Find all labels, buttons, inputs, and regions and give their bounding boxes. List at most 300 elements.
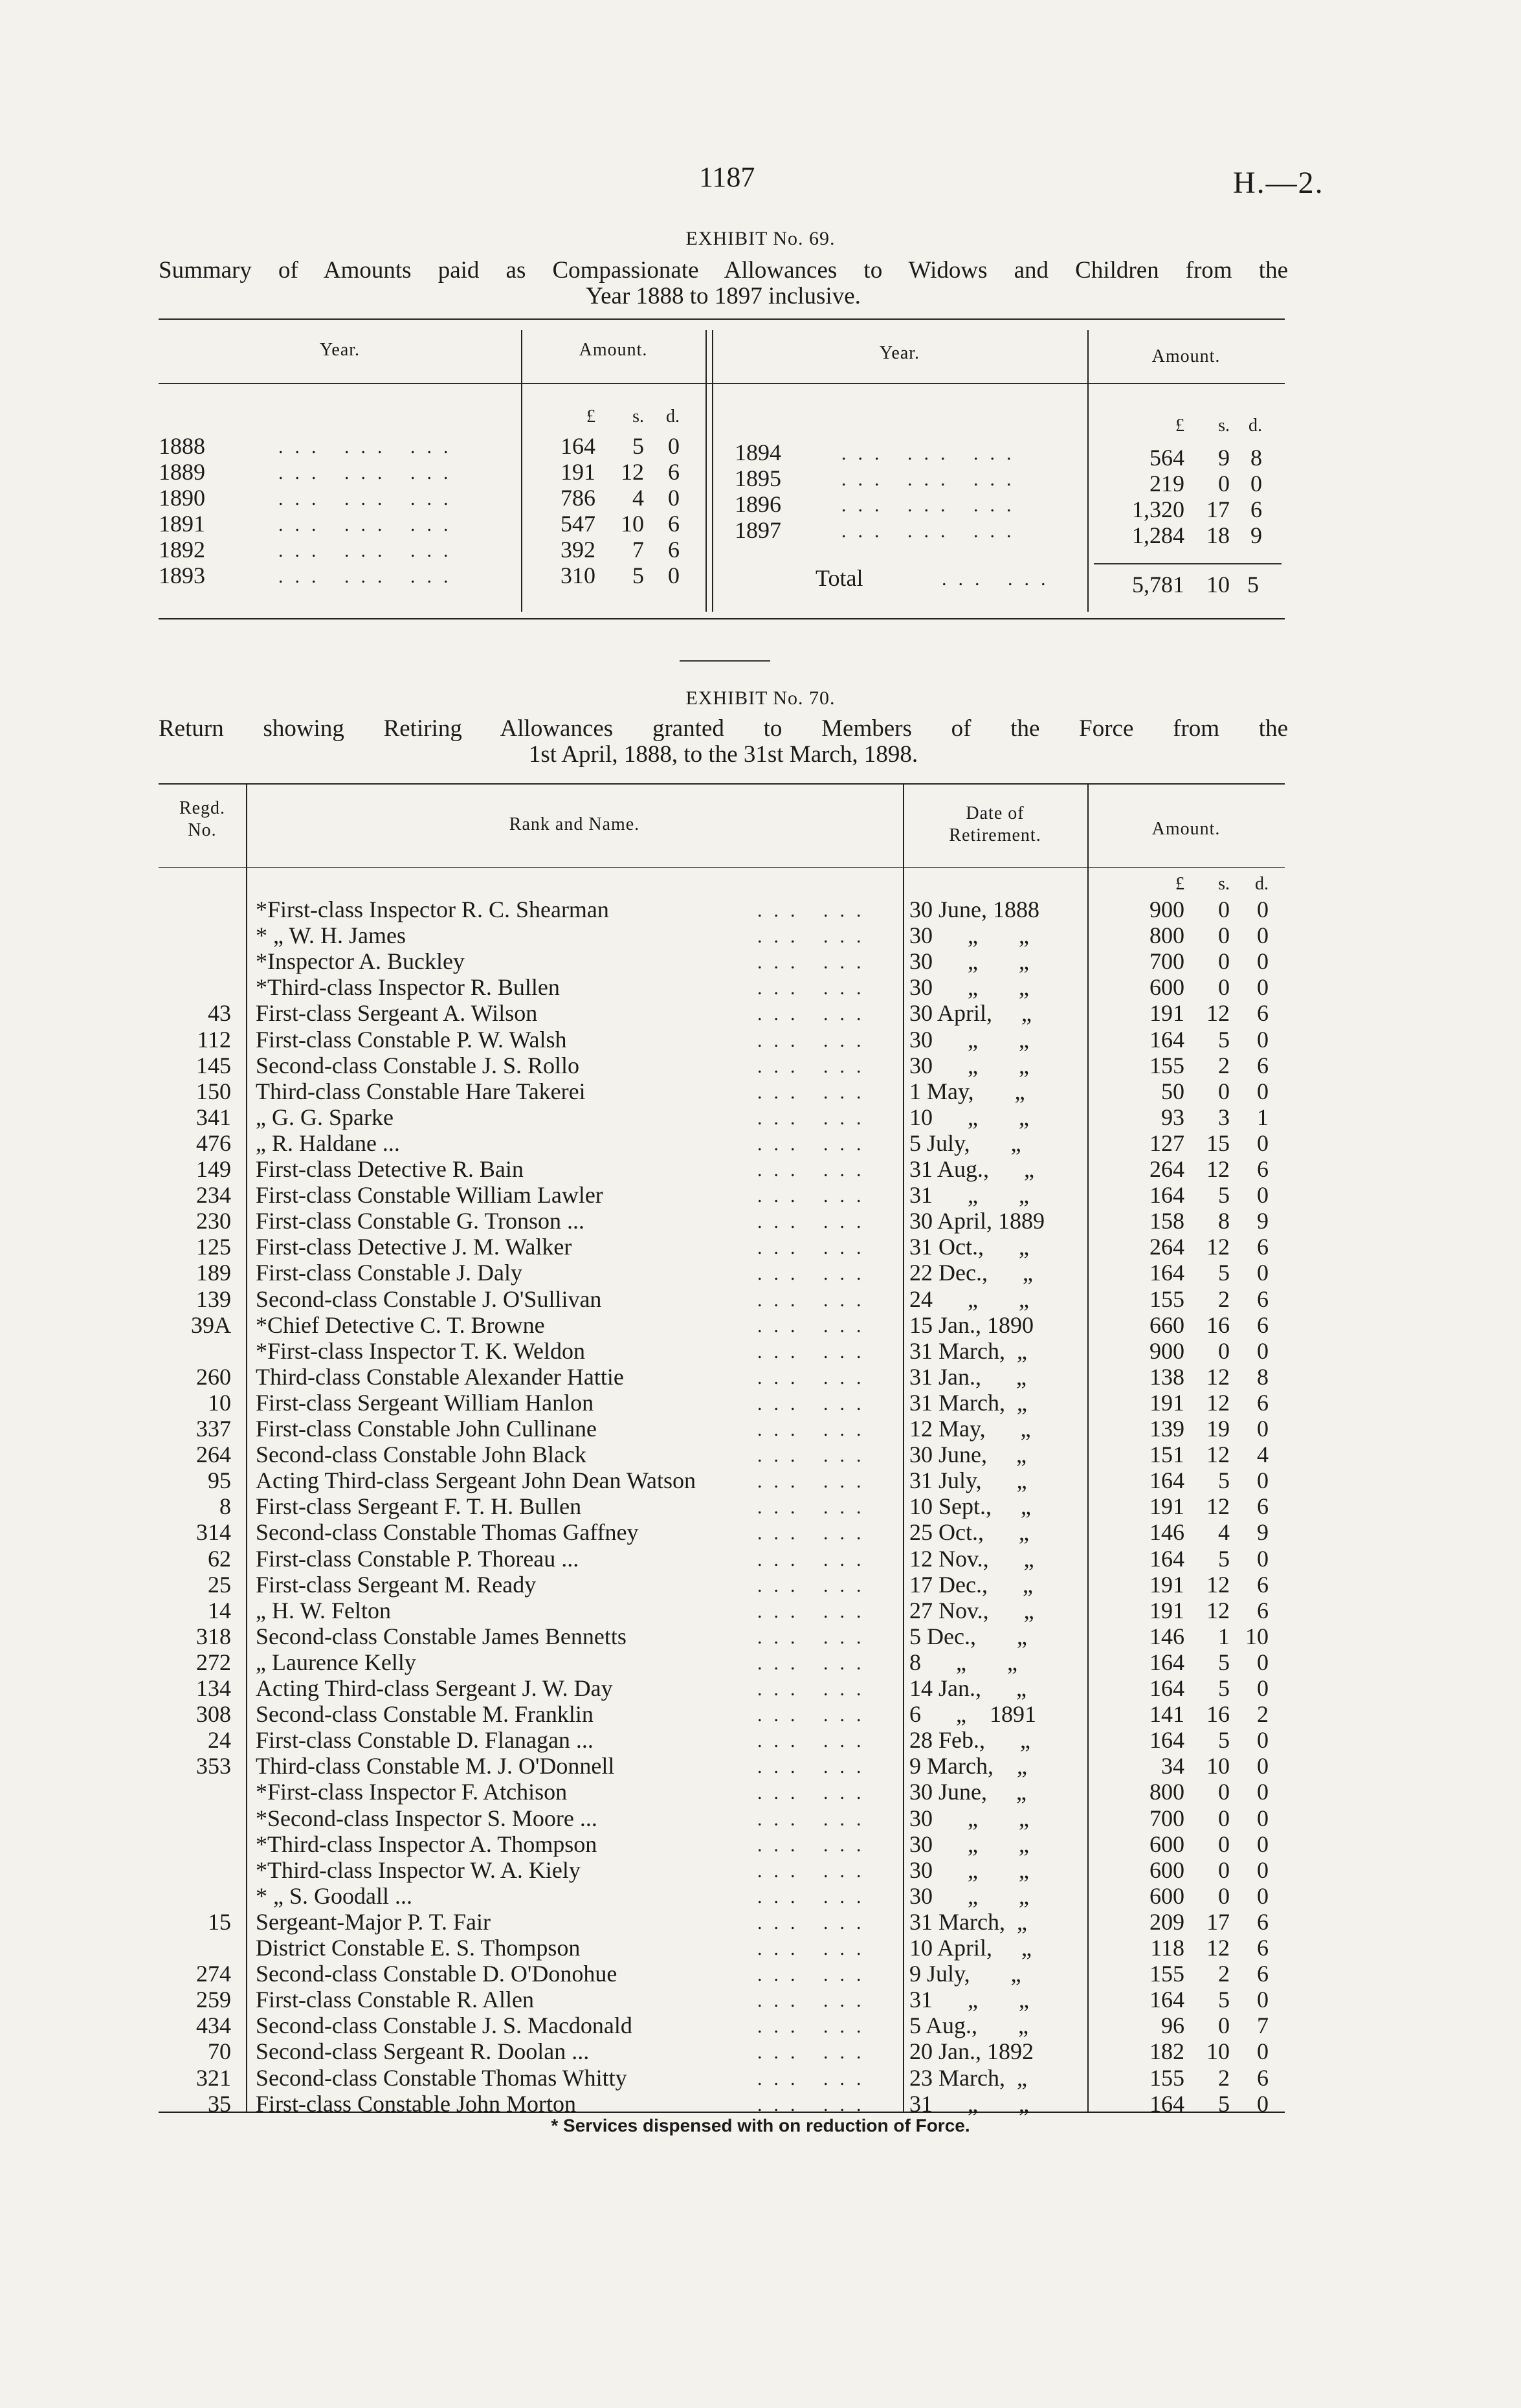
row-shillings: 5 [1218,1649,1230,1675]
row-regd-no: 95 [208,1467,231,1493]
row-regd-no: 35 [208,2091,231,2117]
row-regd-no: 70 [208,2038,231,2064]
table-header-rule [159,383,1285,384]
row-pence: 10 [1245,1623,1269,1649]
exhibit-69-subtitle [159,258,1288,309]
row-year: 1890 [159,485,205,511]
leader-dots: ... ... ... [278,488,460,509]
row-shillings: 12 [621,459,644,485]
row-rank-name: *First-class Inspector F. Atchison [256,1779,568,1805]
row-retirement-date: 30 June, 1888 [909,897,1039,922]
row-pounds: 155 [1149,1053,1184,1078]
row-retirement-date: 31 July, „ [909,1467,1027,1493]
table-bottom-rule [159,618,1285,619]
header-amount-left: Amount. [579,340,648,360]
row-pence: 0 [1257,1675,1269,1701]
leader-dots: ... ... [757,2016,873,2037]
row-pounds: 182 [1149,2038,1184,2064]
exhibit-70-subtitle-line2: 1st April, 1888, to the 31st March, 1898. [528,741,918,768]
row-pence: 0 [1257,1416,1269,1442]
row-shillings: 12 [1206,1000,1230,1026]
row-rank-name: First-class Constable William Lawler [256,1182,603,1208]
column-divider [521,330,522,612]
leader-dots: ... ... [757,1159,873,1181]
row-pence: 6 [1250,496,1262,522]
row-pence: 0 [668,485,680,511]
leader-dots: ... ... [757,1522,873,1544]
row-retirement-date: 17 Dec., „ [909,1572,1033,1598]
leader-dots: ... ... ... [841,495,1023,516]
row-retirement-date: 31 „ „ [909,1182,1029,1208]
row-retirement-date: 6 „ 1891 [909,1701,1036,1727]
currency-pounds: £ [1175,874,1184,894]
table-top-rule [159,318,1285,320]
row-rank-name: Second-class Constable D. O'Donohue [256,1961,617,1987]
row-pounds: 96 [1161,2012,1184,2038]
row-pence: 0 [668,433,680,459]
row-rank-name: *Second-class Inspector S. Moore ... [256,1805,597,1831]
row-rank-name: *Chief Detective C. T. Browne [256,1312,545,1338]
leader-dots: ... ... [757,1938,873,1959]
leader-dots: ... ... [757,1056,873,1077]
row-retirement-date: 10 April, „ [909,1935,1032,1961]
column-divider [1087,785,1089,2112]
leader-dots: ... ... ... [278,566,460,587]
currency-shillings: s. [1218,416,1230,436]
row-shillings: 10 [621,511,644,537]
row-retirement-date: 12 Nov., „ [909,1546,1034,1572]
row-pence: 6 [1257,1961,1269,1987]
row-pounds: 191 [1149,1493,1184,1519]
leader-dots: ... ... [757,926,873,947]
row-shillings: 0 [1218,1831,1230,1857]
row-rank-name: First-class Constable John Cullinane [256,1416,597,1442]
row-pence: 0 [1257,2091,1269,2117]
leader-dots: ... ... [757,1834,873,1856]
row-pounds: 34 [1161,1753,1184,1779]
leader-dots: ... ... [757,1990,873,2011]
leader-dots: ... ... [757,1678,873,1700]
total-rule [1094,563,1282,564]
column-divider [1087,330,1089,612]
row-pence: 9 [1250,522,1262,548]
row-pence: 6 [1257,1390,1269,1416]
row-retirement-date: 5 Aug., „ [909,2012,1028,2038]
row-regd-no: 149 [196,1156,231,1182]
row-pence: 0 [1257,1857,1269,1883]
row-shillings: 0 [1218,922,1230,948]
row-shillings: 17 [1206,1909,1230,1935]
exhibit-70-subtitle [159,716,1288,768]
row-shillings: 0 [1218,1805,1230,1831]
leader-dots: ... ... [757,1549,873,1570]
row-pence: 8 [1257,1364,1269,1390]
row-pounds: 191 [1149,1390,1184,1416]
leader-dots: ... ... [757,1030,873,1051]
row-shillings: 0 [1218,1338,1230,1364]
row-regd-no: 434 [196,2012,231,2038]
row-shillings: 0 [1218,948,1230,974]
leader-dots: ... ... [757,1341,873,1363]
row-rank-name: First-class Sergeant William Hanlon [256,1390,594,1416]
row-shillings: 8 [1218,1208,1230,1234]
row-shillings: 12 [1206,1572,1230,1598]
row-regd-no: 260 [196,1364,231,1390]
row-retirement-date: 30 „ „ [909,1027,1029,1053]
row-shillings: 10 [1206,2038,1230,2064]
row-shillings: 0 [1218,974,1230,1000]
leader-dots: ... ... [757,1497,873,1518]
row-shillings: 16 [1206,1312,1230,1338]
row-retirement-date: 31 Aug., „ [909,1156,1034,1182]
row-pounds: 209 [1149,1909,1184,1935]
row-shillings: 0 [1218,897,1230,922]
row-rank-name: *Third-class Inspector W. A. Kiely [256,1857,581,1883]
row-rank-name: *Inspector A. Buckley [256,948,465,974]
exhibit-69-subtitle-line1: Summary of Amounts paid as Compassionate Allowances to Widows and Children from the [159,257,1288,284]
leader-dots: ... ... [757,1601,873,1622]
row-rank-name: Third-class Constable Hare Takerei [256,1078,586,1104]
row-retirement-date: 30 „ „ [909,948,1029,974]
row-retirement-date: 5 July, „ [909,1130,1021,1156]
currency-pence: d. [1255,874,1269,894]
row-shillings: 5 [1218,1675,1230,1701]
row-shillings: 5 [1218,1182,1230,1208]
row-retirement-date: 31 „ „ [909,1987,1029,2012]
column-divider [712,330,713,612]
row-retirement-date: 10 Sept., „ [909,1493,1031,1519]
row-regd-no: 341 [196,1104,231,1130]
row-rank-name: Second-class Constable James Bennetts [256,1623,627,1649]
row-retirement-date: 12 May, „ [909,1416,1031,1442]
row-shillings: 12 [1206,1493,1230,1519]
row-retirement-date: 31 March, „ [909,1909,1027,1935]
row-rank-name: *First-class Inspector R. C. Shearman [256,897,609,922]
header-year-right: Year. [879,343,920,363]
total-shillings: 10 [1206,572,1230,597]
row-pence: 0 [1257,974,1269,1000]
row-rank-name: „ Laurence Kelly [256,1649,416,1675]
exhibit-69-title: EXHIBIT No. 69. [685,228,836,249]
row-retirement-date: 30 „ „ [909,1053,1029,1078]
row-pence: 6 [1257,2065,1269,2091]
row-retirement-date: 30 „ „ [909,1883,1029,1909]
header-amount: Amount. [1151,819,1221,839]
row-year: 1888 [159,433,205,459]
row-pence: 0 [1257,1546,1269,1572]
row-year: 1891 [159,511,205,537]
leader-dots: ... ... [757,1185,873,1207]
row-retirement-date: 24 „ „ [909,1286,1029,1312]
row-retirement-date: 9 July, „ [909,1961,1021,1987]
row-shillings: 5 [1218,1027,1230,1053]
currency-shillings: s. [1218,874,1230,894]
row-pence: 0 [1257,2038,1269,2064]
row-regd-no: 337 [196,1416,231,1442]
leader-dots: ... ... [757,952,873,973]
header-amount-right: Amount. [1151,346,1221,366]
row-rank-name: *Third-class Inspector A. Thompson [256,1831,597,1857]
row-regd-no: 318 [196,1623,231,1649]
row-pounds: 700 [1149,1805,1184,1831]
row-pounds: 700 [1149,948,1184,974]
row-rank-name: Third-class Constable M. J. O'Donnell [256,1753,615,1779]
row-retirement-date: 31 Jan., „ [909,1364,1027,1390]
total-label: Total [816,565,863,591]
row-pounds: 191 [1149,1572,1184,1598]
leader-dots: ... ... [757,1108,873,1129]
row-pounds: 155 [1149,1286,1184,1312]
row-pence: 0 [1257,922,1269,948]
row-retirement-date: 15 Jan., 1890 [909,1312,1034,1338]
row-pounds: 164 [1149,1987,1184,2012]
row-rank-name: First-class Detective J. M. Walker [256,1234,572,1260]
row-regd-no: 234 [196,1182,231,1208]
row-retirement-date: 30 „ „ [909,1831,1029,1857]
row-pounds: 164 [1149,1727,1184,1753]
row-pence: 6 [1257,1312,1269,1338]
row-rank-name: Second-class Constable M. Franklin [256,1701,594,1727]
row-pence: 2 [1257,1701,1269,1727]
leader-dots: ... ... [757,1860,873,1882]
row-pounds: 191 [561,459,595,485]
column-divider [246,785,247,2112]
row-regd-no: 25 [208,1572,231,1598]
row-pounds: 264 [1149,1234,1184,1260]
leader-dots: ... ... [757,1653,873,1674]
row-shillings: 0 [1218,2012,1230,2038]
row-rank-name: Second-class Sergeant R. Doolan ... [256,2038,590,2064]
total-pounds: 5,781 [1132,572,1184,597]
row-rank-name: First-class Detective R. Bain [256,1156,524,1182]
currency-pence: d. [666,407,680,427]
row-shillings: 0 [1218,471,1230,496]
row-pence: 6 [1257,1909,1269,1935]
row-pounds: 164 [1149,1027,1184,1053]
row-shillings: 2 [1218,1053,1230,1078]
row-pence: 9 [1257,1519,1269,1545]
row-pounds: 164 [1149,1260,1184,1286]
row-shillings: 1 [1218,1623,1230,1649]
row-pence: 6 [1257,1053,1269,1078]
row-regd-no: 264 [196,1442,231,1467]
row-pence: 0 [1257,1027,1269,1053]
row-pence: 8 [1250,445,1262,471]
row-shillings: 12 [1206,1156,1230,1182]
exhibit-70-subtitle-line1: Return showing Retiring Allowances granted to Members of the Force from the [159,715,1288,742]
row-pence: 0 [1257,948,1269,974]
row-shillings: 12 [1206,1442,1230,1467]
row-retirement-date: 31 March, „ [909,1338,1027,1364]
row-regd-no: 145 [196,1053,231,1078]
row-pence: 6 [1257,1000,1269,1026]
row-retirement-date: 31 March, „ [909,1390,1027,1416]
row-pence: 0 [1257,1779,1269,1805]
row-regd-no: 43 [208,1000,231,1026]
table-top-rule [159,783,1285,785]
leader-dots: ... ... [757,1367,873,1388]
row-shillings: 2 [1218,1286,1230,1312]
leader-dots: ... ... [757,1886,873,1908]
section-separator [680,660,770,662]
row-rank-name: Third-class Constable Alexander Hattie [256,1364,624,1390]
row-pence: 0 [1257,1130,1269,1156]
row-shillings: 3 [1218,1104,1230,1130]
row-pence: 6 [1257,1234,1269,1260]
row-retirement-date: 9 March, „ [909,1753,1027,1779]
row-pounds: 164 [1149,1546,1184,1572]
row-regd-no: 39A [191,1312,231,1338]
row-shillings: 12 [1206,1935,1230,1961]
row-shillings: 5 [1218,1546,1230,1572]
leader-dots: ... ... [942,568,1058,590]
row-pence: 0 [1257,1831,1269,1857]
row-shillings: 2 [1218,1961,1230,1987]
row-shillings: 12 [1206,1364,1230,1390]
leader-dots: ... ... ... [278,462,460,484]
leader-dots: ... ... [757,977,873,999]
row-pence: 0 [668,563,680,588]
row-pence: 6 [1257,1598,1269,1623]
row-regd-no: 10 [208,1390,231,1416]
row-rank-name: District Constable E. S. Thompson [256,1935,581,1961]
row-pounds: 118 [1150,1935,1184,1961]
row-year: 1889 [159,459,205,485]
row-regd-no: 272 [196,1649,231,1675]
row-pounds: 800 [1149,1779,1184,1805]
row-regd-no: 230 [196,1208,231,1234]
row-retirement-date: 23 March, „ [909,2065,1027,2091]
row-rank-name: „ G. G. Sparke [256,1104,394,1130]
total-pence: 5 [1247,572,1259,597]
row-retirement-date: 30 June, „ [909,1779,1027,1805]
row-year: 1893 [159,563,205,588]
leader-dots: ... ... [757,1393,873,1414]
leader-dots: ... ... [757,1704,873,1726]
row-pence: 0 [1257,1753,1269,1779]
row-pounds: 219 [1149,471,1184,496]
row-pounds: 155 [1149,2065,1184,2091]
leader-dots: ... ... [757,1211,873,1232]
leader-dots: ... ... [757,1003,873,1025]
row-rank-name: Second-class Constable J. S. Rollo [256,1053,579,1078]
row-rank-name: Second-class Constable John Black [256,1442,586,1467]
row-retirement-date: 30 June, „ [909,1442,1027,1467]
row-shillings: 0 [1218,1857,1230,1883]
row-regd-no: 476 [196,1130,231,1156]
leader-dots: ... ... [757,1289,873,1311]
row-regd-no: 125 [196,1234,231,1260]
row-pounds: 564 [1149,445,1184,471]
row-retirement-date: 30 April, „ [909,1000,1032,1026]
leader-dots: ... ... [757,1575,873,1596]
row-pence: 0 [1257,1727,1269,1753]
row-retirement-date: 30 „ „ [909,974,1029,1000]
row-shillings: 19 [1206,1416,1230,1442]
row-rank-name: Second-class Constable J. S. Macdonald [256,2012,632,2038]
row-regd-no: 134 [196,1675,231,1701]
currency-pounds: £ [586,407,595,427]
row-rank-name: First-class Sergeant A. Wilson [256,1000,538,1026]
header-year-left: Year. [319,340,361,360]
row-pence: 6 [1257,1156,1269,1182]
header-rank-name: Rank and Name. [509,814,640,834]
row-rank-name: *First-class Inspector T. K. Weldon [256,1338,586,1364]
row-rank-name: Sergeant-Major P. T. Fair [256,1909,491,1935]
row-pounds: 151 [1149,1442,1184,1467]
row-retirement-date: 25 Oct., „ [909,1519,1029,1545]
row-pounds: 127 [1149,1130,1184,1156]
leader-dots: ... ... [757,1756,873,1778]
column-divider [705,330,707,612]
leader-dots: ... ... [757,1471,873,1492]
row-pounds: 900 [1149,1338,1184,1364]
row-pence: 0 [1257,1078,1269,1104]
leader-dots: ... ... ... [278,436,460,458]
row-shillings: 5 [1218,2091,1230,2117]
row-pence: 7 [1257,2012,1269,2038]
row-pounds: 164 [561,433,595,459]
row-pence: 6 [668,537,680,563]
row-pence: 0 [1257,1649,1269,1675]
row-shillings: 16 [1206,1701,1230,1727]
row-pounds: 155 [1149,1961,1184,1987]
row-shillings: 12 [1206,1390,1230,1416]
row-regd-no: 314 [196,1519,231,1545]
row-regd-no: 259 [196,1987,231,2012]
row-retirement-date: 14 Jan., „ [909,1675,1027,1701]
leader-dots: ... ... [757,1627,873,1648]
row-pounds: 600 [1149,1831,1184,1857]
row-shillings: 10 [1206,1753,1230,1779]
row-pounds: 392 [561,537,595,563]
row-shillings: 0 [1218,1779,1230,1805]
row-pence: 0 [1257,1182,1269,1208]
row-rank-name: * „ S. Goodall ... [256,1883,412,1909]
row-shillings: 5 [1218,1987,1230,2012]
header-date-line2: Retirement. [949,825,1041,845]
leader-dots: ... ... [757,2094,873,2115]
row-pounds: 900 [1149,897,1184,922]
row-retirement-date: 5 Dec., „ [909,1623,1027,1649]
row-retirement-date: 10 „ „ [909,1104,1029,1130]
leader-dots: ... ... [757,1782,873,1803]
leader-dots: ... ... [757,2068,873,2090]
row-pounds: 800 [1149,922,1184,948]
row-shillings: 5 [1218,1467,1230,1493]
row-pounds: 164 [1149,1467,1184,1493]
row-rank-name: Second-class Constable Thomas Gaffney [256,1519,639,1545]
row-shillings: 5 [632,563,644,588]
row-pounds: 138 [1149,1364,1184,1390]
row-retirement-date: 30 „ „ [909,922,1029,948]
leader-dots: ... ... [757,1315,873,1337]
leader-dots: ... ... [757,900,873,921]
row-pounds: 146 [1149,1623,1184,1649]
row-regd-no: 321 [196,2065,231,2091]
row-shillings: 9 [1218,445,1230,471]
leader-dots: ... ... ... [841,443,1023,464]
row-year: 1892 [159,537,205,563]
row-shillings: 5 [632,433,644,459]
column-divider [903,785,904,2112]
row-pounds: 264 [1149,1156,1184,1182]
row-shillings: 12 [1206,1234,1230,1260]
row-pence: 0 [1257,1338,1269,1364]
row-pounds: 139 [1149,1416,1184,1442]
row-pounds: 50 [1161,1078,1184,1104]
row-pounds: 191 [1149,1598,1184,1623]
